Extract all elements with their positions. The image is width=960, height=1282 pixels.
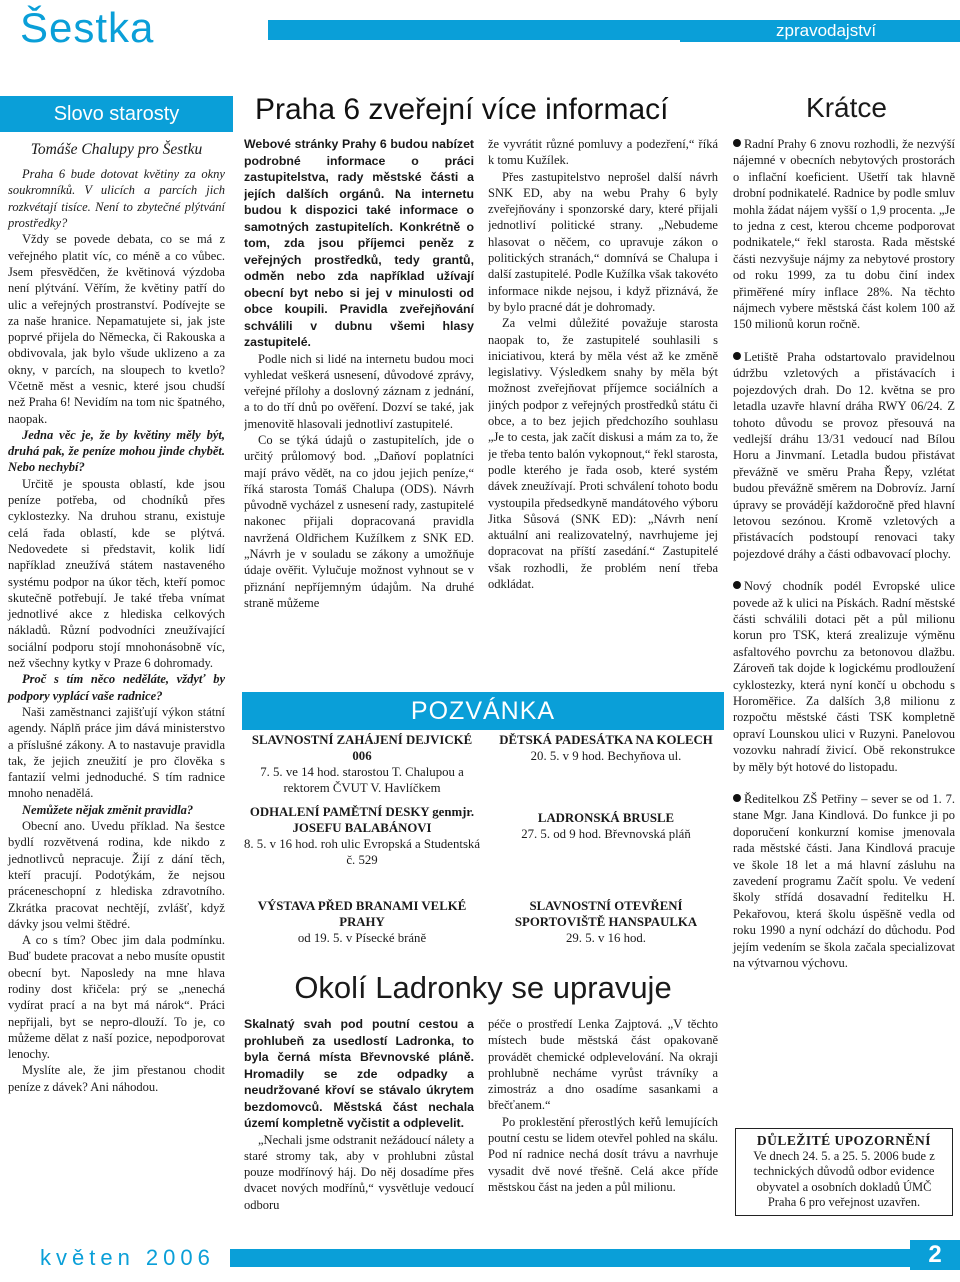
event-detail: 20. 5. v 9 hod. Bechyňova ul. xyxy=(530,749,682,763)
mayor-column xyxy=(0,96,233,1226)
interview-question: Nemůžete nějak změnit pravidla? xyxy=(22,802,194,817)
event-detail: 29. 5. v 16 hod. xyxy=(566,931,646,945)
masthead-rule xyxy=(268,20,680,40)
mayor-column-subheading: Tomáše Chalupy pro Šestku xyxy=(30,141,203,158)
praha6-lead: Webové stránky Prahy 6 budou nabízet podrobné informace o práci zastupitelstva, rady městské části a jejích dalších orgánů. Na internetu budou k dispozici také informace o samotných zastupitelích. Konkrétně o tom, zda jsou příjemci peněz z veřejných prostředků, tedy grantů, odměn nebo zda například užívají obecní byt nebo si jej v minulosti od obce koupili. Pravidla zveřejňování schválili v dubnu všemi hlasy zastupitelé. xyxy=(244,137,474,349)
news-brief-item: Radní Prahy 6 znovu rozhodli, že nezvýší nájemné v obecních nebytových prostorách o inflační koeficient. Ušetří tak hlavně drobní podnikatelé. Radnice by podle smluv mohla žádat nájem vyšší o 1,9 procenta. „Je to jedna z cest, kterou chceme podporovat podnikatele,“ řekl starosta. Rada městské části nezvyšuje nájmy za nebytové prostory od roku 1999, za tu dobu činí index přiměřené míry inflace 28%. Na těchto nájmech vybere městská část kolem 100 až 150 milionů korun ročně. xyxy=(733,137,955,332)
event-title: VÝSTAVA PŘED BRANAMI VELKÉ PRAHY xyxy=(257,899,467,929)
bullet-icon xyxy=(733,352,741,360)
news-brief-item: Letiště Praha odstartovalo pravidelnou údržbu vzletových a přistávacích i pojezdových drah. Do 12. května se pro letadla uzavře hlavní dráha RWY 06/24. Z tohoto důvodu se provoz přesouvá na vedlejší dráhu 13/31 vedoucí nad Bílou Horu a Jinvmaní. Letadla budou přistávat převážně ve směru Praha Řepy, vzlétat budou převážně směrem na Dobrovíz. Jarní úpravy se provádějí každoročně před hlavní letovou sezónou. Kromě vzletových a přistávacích podstoupí renovaci taky pojezdové dráhy a části odbavovací plochy. xyxy=(733,349,955,561)
ladronka-column-b xyxy=(488,1016,718,1226)
masthead-title: Šestka xyxy=(20,4,155,51)
interview-question: Praha 6 bude dotovat květiny za okny soukromníků. V ulicích a parcích jich rozkvétají tisíce. Není to zbytečné plýtvání prostředky? xyxy=(8,167,225,231)
event-title: SLAVNOSTNÍ OTEVŘENÍ SPORTOVIŠTĚ HANSPAULKA xyxy=(514,899,698,929)
interview-answer: Myslíte ale, že jim přestanou chodit peníze z dávek? Ani náhodou. xyxy=(8,1063,225,1094)
news-brief-item: Nový chodník podél Evropské ulice povede až k ulici na Pískách. Radní městské části schválili dotaci pět a půl milionu korun pro TSK, která zrealizuje výměnu asfaltového povrchu za betonovou dlažbu. Zároveň tak dojde k logickému prodloužení cyklostezky, která nyní končí u obchodu s Horoměřice. Za dalších 3,8 milionu z rozpočtu městské části TSK kompletně opraví Lounskou ulici v Ruzyni. Panelovou vozovku nahradí živicí. Obě rekonstrukce by měly být hotové do listopadu. xyxy=(733,579,955,774)
bullet-icon xyxy=(733,139,741,147)
footer-date: květen 2006 xyxy=(40,1245,215,1270)
event-item xyxy=(242,898,482,946)
event-title: ODHALENÍ PAMĚTNÍ DESKY genmjr. JOSEFU BALABÁNOVI xyxy=(249,805,475,835)
praha6-paragraph: Za velmi důležité považuje starosta naopak to, že zastupitelé souhlasili s iniciativou, která by měla vést až ke změně legislativy. Výsledkem snahy by měla být možnost zveřejňovat příjemce sociálních a jiných podpor z veřejných prostředků státu či obce, a to bez jejich předchozího souhlasu „Je to cesta, jak začít diskusi a mám za to, že je třeba tento balón vykopnout,“ řekl starosta, podle kterého je řada osob, které systém dávek zneužívají. Proti schválení tohoto bodu vystoupila předsedkyně mandátového výboru Jitka Sůsová (SNK ED): „Návrh není aktuální ani realizovatelný, navrhujeme jej dopracovat na příští zasedání.“ Zastupitelé však rozhodli, že problém není třeba odkládat. xyxy=(488,316,718,592)
invitation-box xyxy=(242,692,724,964)
interview-answer: Vždy se povede debata, co se má z veřejného platit víc, co méně a co vůbec. Jsem přesvědčen, že květinová výzdoba není plýtvání. Věřím, že květiny patří do ulic a veřejných prostranství. Podívejte se za naše hranice. Nepamatujete si, jak jste poprvé přijela do Německa, či Rakouska a obdivovala, jak bylo všude uklizeno a za okny, v parcích, na sloupech to kvetlo? Včetně měst a vesnic, které jsou chudší než Praha 6! Nevidím na tom nic špatného, naopak. xyxy=(8,232,225,426)
bullet-icon xyxy=(733,581,741,589)
ladronka-headline: Okolí Ladronky se upravuje xyxy=(294,970,672,1005)
mayor-interview xyxy=(0,166,233,1095)
interview-answer: Naši zaměstnanci zajišťují výkon státní agendy. Náplň práce jim dává ministerstvo a příslušné zákony. A to nastavuje pravidla tak, že jejich zneužití je pro člověka s fantazií velmi jednoduché. S tím radnice mnoho nenadělá. xyxy=(8,704,225,801)
mayor-column-heading: Slovo starosty xyxy=(0,96,233,132)
news-brief-list xyxy=(733,136,955,988)
interview-answer: Obecní ano. Uvedu příklad. Na šestce bydlí rozvětvená rodina, kde nikdo z jednotlivců nepracuje. Žijí z dání těch, kteří pracují. Podotýkám, že nejsou práceneschopní z hlediska zdravotního. Zkrátka pracovat nechtějí, zvlášť, když dávky jsou velmi štědré. xyxy=(8,819,225,931)
masthead-section: zpravodajství xyxy=(680,20,960,42)
news-brief-item: Ředitelkou ZŠ Petřiny – sever se od 1. 7. stane Mgr. Jana Kindlová. Do funkce ji po doporučení konkurzní komise jmenovala rada městské části. Jana Kindlová pracuje ve škole 18 let a má hlavní zásluhu na zavedení programu Začít spolu. Ve vedení školy střídá dosavadní ředitelku H. Pekařovou, která školu úspěšně vedla od roku 1990 a nyní odchází do důchodu. Pod jejím vedením se škola začala specializovat na výtvarnou výchovu. xyxy=(733,792,955,971)
ladronka-column-a xyxy=(244,1016,474,1226)
event-title: DĚTSKÁ PADESÁTKA NA KOLECH xyxy=(499,733,713,747)
ladronka-paragraph: péče o prostředí Lenka Zajptová. „V těchto místech bude městská část opakovaně provádět chemické odplevelování. Na okraji prohlubně necháme vyrůst trávníky a zimostráz a dno osadíme sasankami a břečťanem.“ xyxy=(488,1017,718,1113)
ladronka-paragraph: Po proklestění přerostlých keřů lemujících poutní cestu se lidem otevřel pohled na skálu. Pod ní radnice nechá dosít trávu a navrhuje vysadit dvě nové třešně. Celá akce příde městskou část na jeden a půl milionu. xyxy=(488,1114,718,1194)
praha6-paragraph: Podle nich si lidé na internetu budou moci vyhledat veškerá usnesení, důvodové zprávy, veřejné přílohy a doslovný záznam z jednání, a to do tří dnů po ověření. Dozví se také, jak jmenovitě hlasovali jednotliví zastupitelé. xyxy=(244,351,474,431)
praha6-paragraph: Co se týká údajů o zastupitelích, jde o určitý průlomový bod. „Daňoví poplatníci mají právo vědět, na co jdou jejich peníze,“ říká starosta Tomáš Chalupa (ODS). Návrh původně vycházel z usnesení rady, zastupitelé nakonec přijali dopracovaná pravidla navržená Oldřichem Kužílkem z SNK ED. „Návrh je v souladu se zákony a umožňuje údaje ověřit. Vylučuje možnost vyhnout se v přiznání nepříjemným údajům. Na druhé straně můžeme xyxy=(244,432,474,610)
notice-text: Ve dnech 24. 5. a 25. 5. 2006 bude z technických důvodů odbor evidence obyvatel a osobních dokladů ÚMČ Praha 6 pro veřejnost uzavřen. xyxy=(753,1148,935,1209)
interview-answer: A co s tím? Obec jim dala podmínku. Buď budete pracovat a nebo musíte opustit obecní byt. Naposledy na mne hlava rodiny dost křičela: prý se „nenechá vydírat prací a na byt má nárok“. Práci nepřijali, byt se nepro-dlouží. To je, co můžeme dělat z naší pozice, nepodporovat lenochy. xyxy=(8,933,225,1062)
event-item xyxy=(488,898,724,946)
praha6-headline: Praha 6 zveřejní více informací xyxy=(255,93,669,126)
interview-answer: Určitě je spousta oblastí, kde jsou peníze potřeba, od chodníků přes cyklostezky. Na druhou stranu, existuje celá řada oblastí, kde se plýtvá. Nedovedete si představit, kolik lidí například zneužívá státem nastaveného systému podpor na úkor těch, kteří pomoc skutečně potřebují. Je také třeba vnímat jednotlivé akce z hlediska celkových nákladů. Různí podvodníci zneužívající sociální podporu stojí mnohonásobně víc, než všechny kytky v Praze 6 dohromady. xyxy=(8,476,225,671)
notice-box xyxy=(735,1128,953,1216)
event-item xyxy=(242,804,482,868)
event-item xyxy=(488,810,724,842)
bullet-icon xyxy=(733,794,741,802)
event-detail: od 19. 5. v Písecké bráně xyxy=(297,931,427,945)
interview-question: Jedna věc je, že by květiny měly být, druhá pak, že peníze mohou jinde chybět. Nebo nechybí? xyxy=(8,427,225,475)
event-title: SLAVNOSTNÍ ZAHÁJENÍ DEJVICKÉ 006 xyxy=(251,733,473,763)
event-item xyxy=(242,732,482,796)
praha6-column-a xyxy=(244,136,474,692)
ladronka-lead: Skalnatý svah pod poutní cestou a prohlubeň za usedlostí Ladronka, to byla černá místa Břevnovské pláně. Hromadily se zde odpadky a neudržované křoví se stávalo úkrytem bezdomovců. Městská část nechala území kompletně vyčistit a odplevelit. xyxy=(244,1017,474,1130)
ladronka-paragraph: „Nechali jsme odstranit nežádoucí nálety a staré stromy tak, aby v prohlubni zůstal pouze modřínový háj. Do něj dosadíme přes dvacet nových modřínů,“ vysvětluje vedoucí odboru xyxy=(244,1132,474,1212)
news-brief-heading: Krátce xyxy=(806,92,887,123)
invitation-heading: POZVÁNKA xyxy=(242,692,724,730)
event-title: LADRONSKÁ BRUSLE xyxy=(537,811,675,825)
footer-rule xyxy=(230,1249,910,1267)
page-number: 2 xyxy=(910,1240,960,1270)
event-detail: 8. 5. v 16 hod. roh ulic Evropská a Studentská č. 529 xyxy=(244,837,480,867)
praha6-column-b xyxy=(488,136,718,692)
praha6-paragraph: Přes zastupitelstvo neprošel další návrh SNK ED, aby na webu Prahy 6 byly zveřejňovány i sponzorské dary, které přijali jednotliví politické strany. „Nebudeme hlasovat o něčem, co upravuje zákon o politických stranách,“ domnívá se Chalupa i další zastupitelé. Podle Kužílka však takovéto informace nikde nejsou, i když přiznává, že by bylo pracné dát je dohromady. xyxy=(488,169,718,314)
event-detail: 7. 5. ve 14 hod. starostou T. Chalupou a rektorem ČVUT V. Havlíčkem xyxy=(260,765,464,795)
notice-title: DŮLEŽITÉ UPOZORNĚNÍ xyxy=(756,1133,932,1148)
praha6-paragraph: že vyvrátit různé pomluvy a podezření,“ říká k tomu Kužílek. xyxy=(488,137,718,168)
event-detail: 27. 5. od 9 hod. Břevnovská pláň xyxy=(521,827,691,841)
interview-question: Proč s tím něco neděláte, vždyť by podpory vyplácí vaše radnice? xyxy=(8,672,225,703)
event-item xyxy=(488,732,724,764)
